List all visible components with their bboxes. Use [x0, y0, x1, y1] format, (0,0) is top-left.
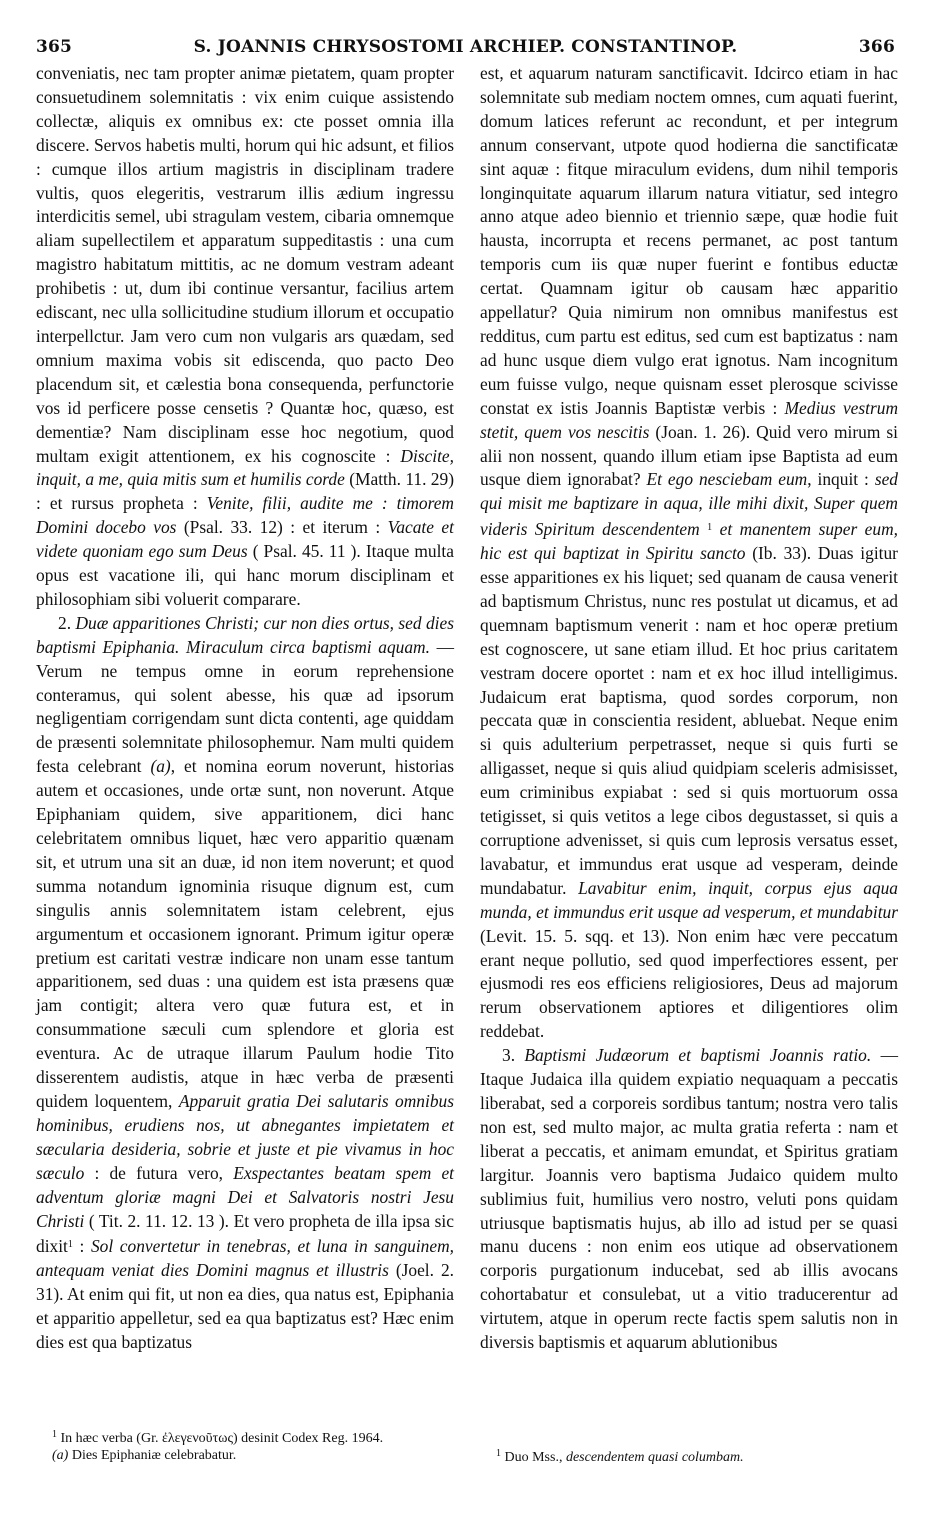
- paragraph-right-1: [480, 62, 898, 1044]
- text-run: (Ib. 33). Duas igitur esse apparitiones ex his liquet; sed quanam de causa venerit ad baptismum Christus, nunc res postulat ut dicamus, et ad quemnam baptismum venerit : nam et hoc operæ pretium est cognoscere, ut sane etiam illud. Et hoc prius caritatem vestram docere oportet : nam et ex hoc illud intelligimus. Judaicum erat baptisma, quod sordes corporum, non peccata quæ in conscientia resident, abluebat. Neque enim si quis adulterium perpetrasset, neque si quis furti se alligasset, neque si quis aliud quidpiam sceleris admisisset, eum criminibus expiabat : sed si quis mortuorum ossa tetigisset, si quis vetitos a lege cibos degustasset, si quis a corruptione advenisset, si quis cum leprosis versatus esset, lavabatur, et immundus erat usque ad vesperam, deinde mundabatur.: [480, 543, 898, 898]
- section-number: 3.: [502, 1045, 516, 1066]
- scripture-quote: Lavabitur enim, inquit, corpus ejus aqua munda, et immundus erit usque ad vesperum, et mundabitur: [480, 877, 898, 922]
- text-run: , et nomina eorum noverunt, historias autem et occasiones, unde ortæ sunt, non noverunt. Atque Epiphaniam quidem, sive apparitionem, dici hanc celebritatem omnibus liquet, hæc vero apparitio quænam sit, et utrum una sit an duæ, id non item noverunt; et quod summa notandum ignominia risuque dignum est, cum singulis annis solemnitatem istam celebrent, ejus argumentum et occasionem ignorant. Primum igitur operæ pretium est caritati vestræ indicare non unam esse tantum apparitionem, sed duas : una quidem est ista præsens quæ jam contigit; altera vero quæ futura est, et in consummatione sæculi cum splendore et gloria est eventura. Ac de utraque illarum Paulum hodie Tito disserentem audistis, atque in hæc verba de præsenti quidem loquentem,: [36, 756, 454, 1111]
- footnote-ref: (a): [150, 756, 171, 777]
- footnotes-left: [36, 1426, 454, 1464]
- scripture-quote: Discite, inquit, a me, quia mitis sum et humilis corde: [36, 445, 454, 490]
- page-number-right: 366: [858, 37, 895, 57]
- text-run: (Levit. 15. 5. sqq. et 13). Non enim hæc vere peccatum erant neque pollutio, sed quod imperfectiores essent, per ejusmodi res eos efficiens religiosiores, Deus ad majorum rerum observationem aptiores et diligentiores olim reddebat.: [480, 925, 898, 1042]
- scripture-quote: Medius vestrum stetit, quem vos nescitis: [480, 397, 899, 442]
- text-run: :: [79, 1236, 85, 1257]
- text-run: — Itaque Judaica illa quidem expiatio nequaquam a peccatis liberabat, sed a corporeis sordibus tantum; nostra vero talis non est, sed multo major, ac multa gratia referta : nam et liberat a peccatis, et animam emundat, et Spiritus gratiam largitur. Joannis vero baptisma Judaico quidem multo sublimius fuit, humilius vero nostro, veluti pons quidam utriusque baptismatis hujus, ab illo ad istud per se quasi manu ducens : non enim eos utique ad observationem corporis purgationum inducebat, sed ab illis avocans cohortabatur et consulebat, ut a vitio traducerentur ad virtutem, atque in operum recte factis spem salutis non in diversis baptismis et aquarum ablutionibus: [480, 1045, 898, 1353]
- text-run: : de futura vero,: [94, 1162, 224, 1183]
- text-run: (Psal. 33. 12) : et iterum :: [183, 517, 381, 538]
- left-column: [36, 62, 454, 1355]
- right-column: [480, 62, 898, 1355]
- scripture-quote: Venite, filii, audite me : timorem Domini docebo vos: [36, 493, 454, 538]
- scripture-quote: Sol convertetur in tenebras, et luna in sanguinem, antequam veniat dies Domini magnus et illustris: [36, 1236, 454, 1281]
- footnote-text: Duo Mss.,: [504, 1450, 563, 1465]
- section-heading: Baptismi Judæorum et baptismi Joannis ratio.: [524, 1045, 872, 1066]
- paragraph-left-1: [36, 62, 454, 612]
- paragraph-right-2: [480, 1044, 898, 1355]
- footnotes-right: [480, 1445, 898, 1466]
- text-run: (Joel. 2. 31). At enim qui fit, ut non ea dies, qua natus est, Epiphania et apparitio appelletur, sed ea qua baptizatus est? Hæc enim dies est qua baptizatus: [36, 1260, 454, 1353]
- footnote-mark: 1: [496, 1448, 501, 1459]
- running-title: S. JOANNIS CHRYSOSTOMI ARCHIEP. CONSTANTINOP.: [193, 37, 738, 57]
- scripture-quote: Exspectantes beatam spem et adventum gloriæ magni Dei et Salvatoris nostri Jesu Christi: [36, 1162, 454, 1231]
- footnote-text: descendentem quasi columbam.: [565, 1450, 744, 1465]
- section-heading: Duæ apparitiones Christi; cur non dies ortus, sed dies baptismi Epiphania. Miraculum circa baptismi aquam.: [36, 612, 454, 657]
- text-run: est, et aquarum naturam sanctificavit. Idcirco etiam in hac solemnitate sub mediam noctem omnes, cum aquati fuerint, domum latices referunt ac recondunt, et per integrum annum conservant, utpote quod hodierna die sanctificatæ sint aquæ : fitque miraculum evidens, dum nihil temporis longinquitate aquarum illarum natura vitiatur, sed integro anno atque adeo biennio et triennio sæpe, quæ hodie fuit hausta, incorrupta et recens permanet, ac post tantum temporis cum iis quæ nuper fuerint e fontibus eductæ certat. Quamnam igitur ob causam hæc apparitio appellatur? Quia nimirum non omnibus manifestus est redditus, cum partu est editus, sed cum est baptizatus : nam ad hunc usque diem vulgo erat ignotus. Nam incognitum eum fuisse vulgo, neque quisnam esset plerosque scivisse constat ex istis Joannis Baptistæ verbis :: [480, 63, 898, 418]
- text-run: ( Tit. 2. 11. 12. 13 ). Et vero propheta de illa ipsa sic dixit: [36, 1210, 454, 1257]
- scripture-quote: et manentem super eum, hic est qui baptizat in Spiritu sancto: [480, 519, 898, 564]
- footnote-ref: 1: [707, 522, 713, 534]
- page-number-left: 365: [36, 37, 73, 57]
- scripture-quote: Apparuit gratia Dei salutaris omnibus hominibus, erudiens nos, ut abnegantes impietatem et sæcularia desideria, sobrie et juste et pie vivamus in hoc sæculo: [36, 1090, 454, 1183]
- text-run: ( Psal. 45. 11 ). Itaque multa opus est vacatione ili, qui hanc morum disciplinam et philosophiam sibi voluerit comparare.: [36, 541, 454, 609]
- text-run: — Verum ne tempus omne in eorum reprehensione conteramus, qui solent abesse, his quæ ad ipsorum negligentiam corrigendam sunt dicta contenti, age quiddam de præsenti solemnitate philosophemur. Nam multi quidem festa celebrant: [36, 636, 454, 777]
- scripture-quote: Vacate et videte quoniam ego sum Deus: [36, 517, 454, 562]
- text-run: , inquit :: [807, 469, 869, 490]
- scripture-quote: sed qui misit me baptizare in aqua, ille mihi dixit, Super quem videris Spiritum descendentem: [480, 469, 898, 540]
- footnote: [54, 1426, 454, 1447]
- running-head: [36, 34, 895, 60]
- footnote-text: In hæc verba (Gr. ἐλεγενοῦτως) desinit Codex Reg. 1964.: [60, 1431, 384, 1446]
- text-run: (Matth. 11. 29) : et rursus propheta :: [36, 469, 454, 514]
- footnote-mark: 1: [52, 1429, 57, 1440]
- text-run: (Joan. 1. 26). Quid vero mirum si alii non nossent, quando illum etiam ipse Baptista ad eum usque diem ignorabat?: [480, 421, 899, 490]
- paragraph-left-2: [36, 612, 454, 1355]
- footnote-mark: (a): [52, 1448, 69, 1463]
- footnote-text: Dies Epiphaniæ celebrabatur.: [71, 1448, 237, 1463]
- footnote-ref: 1: [67, 1239, 73, 1251]
- text-run: convenіatis, nec tam propter animæ pietatem, quam propter consuetudinem solemnitatis : vix enim cuique assistendo collectæ, aliquis ex omnibus ex: cte posset omnia illa discere. Servos habetis multi, horum qui hic adsunt, et filios : cumque illos artium magistris in disciplinam tradere vultis, quos elegeritis, vestrarum illis ædium ingressu interdicitis semel, ubi stragulam vestem, cibaria omnemque aliam supellectilem et apparatum suppeditastis : una cum magistro habitatum mittitis, ac ne domum vestram adeant prohibetis : ut, dum ibi continue versantur, facilius artem ediscant, nec ulla sollicitudine studium illorum et occupatio interpellctur. Jam vero cum non vulgaris ars quædam, sed omnium maxima vobis sit ediscenda, quo pacto Deo placendum sit, et cælestia bona consequenda, perfunctorie vos id perficere posse censetis ? Quantæ hoc, quæso, est dementiæ? Nam disciplinam esse hoc negotium, quod multam exigit attentionem, ex his cognoscite :: [36, 63, 454, 466]
- footnote: [498, 1445, 898, 1466]
- scripture-quote: Et ego nesciebam eum: [646, 469, 808, 490]
- footnote: [54, 1447, 454, 1464]
- section-number: 2.: [58, 612, 72, 633]
